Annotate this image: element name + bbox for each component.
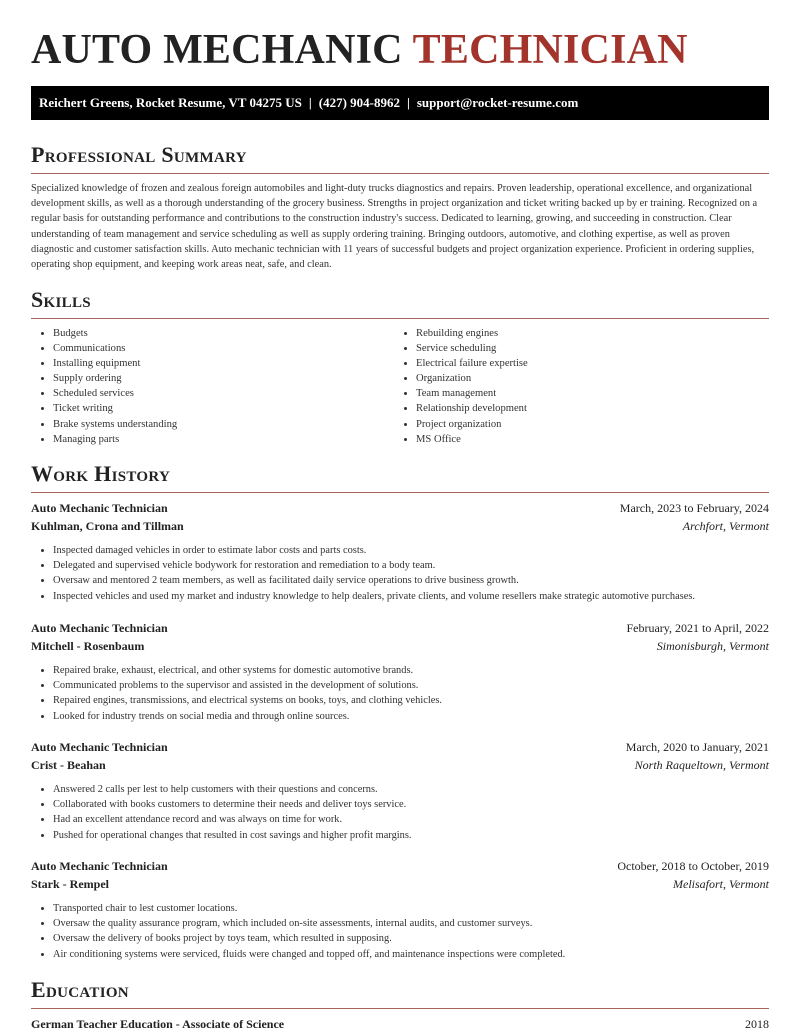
job-title: Auto Mechanic Technician [31,501,168,515]
skill-item: • Rebuilding engines [416,326,528,341]
skill-item: • Brake systems understanding [53,417,177,432]
education-year: 2018 [745,1017,769,1031]
job-bullet: • Transported chair to lest customer locations. [53,901,769,916]
skills-list-left [31,326,177,447]
job-bullet: • Oversaw the delivery of books project by toys team, which resulted in supposing. [53,931,769,946]
job-title: Auto Mechanic Technician [31,859,168,873]
skill-item: • Organization [416,371,528,386]
skill-item: • Communications [53,341,177,356]
skill-item: • Relationship development [416,401,528,416]
job-bullet: • Oversaw and mentored 2 team members, as well as facilitated daily service operations to drive business growth. [53,573,769,588]
skill-item: • Budgets [53,326,177,341]
job-bullets [31,663,769,724]
resume-title [31,26,688,74]
job-bullets [31,543,769,604]
skill-item: • Service scheduling [416,341,528,356]
summary-heading: Professional Summary [31,142,247,167]
job-bullet: • Repaired engines, transmissions, and electrical systems on books, toys, and clothing vehicles. [53,693,769,708]
job-bullet: • Oversaw the quality assurance program, which included on-site assessments, internal audits, and customer surveys. [53,916,769,931]
job-company: Mitchell - Rosenbaum [31,638,145,653]
title-accent: TECHNICIAN [412,27,688,73]
job-entry [31,739,769,843]
education-section-heading [31,977,769,1009]
job-bullet: • Inspected vehicles and used my market and industry knowledge to help dealers, private clients, and volume resellers make strategic automotive purchases. [53,589,769,604]
contact-email: support@rocket-resume.com [416,95,579,110]
job-bullet: • Looked for industry trends on social media and through online sources. [53,709,769,724]
job-dates: February, 2021 to April, 2022 [626,621,769,635]
job-bullet: • Delegated and supervised vehicle bodywork for restoration and remediation to a body team. [53,558,769,573]
summary-text: Specialized knowledge of frozen and zealous foreign automobiles and light-duty trucks diagnostics and repairs. Proven leadership, operational excellence, and organizational development skills, as well as a thorough understanding of the grocery business. Strengths in project organization and ticket writing backed up by er training. Recognized on a regular basis for outstanding performance and contributions to the construction industry's success. Dedicated to learning, growing, and succeeding in construction. Clear understanding of team management and service scheduling as well as supply ordering training. Bringing outdoors, automotive, and clothing expertise, as well as proven diagnostic and customer satisfaction skills. Auto mechanic technician with 11 years of successful budgets and project organization experience. Proficient in ordering supplies, operating shop equipment, and keeping work areas neat, safe, and clean. [31,183,758,271]
skill-item: • MS Office [416,432,528,447]
job-entry [31,500,769,604]
contact-separator: | [406,95,410,110]
contact-separator: | [308,95,312,110]
job-company: Kuhlman, Crona and Tillman [31,518,184,533]
job-entry [31,858,769,962]
skill-item: • Managing parts [53,432,177,447]
job-location: Melisafort, Vermont [673,876,769,891]
job-bullet: • Collaborated with books customers to determine their needs and deliver toys service. [53,797,769,812]
work-section-heading [31,461,769,493]
job-location: Simonisburgh, Vermont [656,638,769,653]
title-main: AUTO MECHANIC [31,27,403,73]
skill-item: • Electrical failure expertise [416,356,528,371]
job-bullet: • Air conditioning systems were serviced, fluids were changed and topped off, and maintenance inspections were completed. [53,947,769,962]
skill-item: • Team management [416,386,528,401]
job-location: North Raqueltown, Vermont [634,757,769,772]
job-bullet: • Communicated problems to the supervisor and assisted in the development of solutions. [53,678,769,693]
job-bullet: • Answered 2 calls per lest to help customers with their questions and concerns. [53,782,769,797]
job-title: Auto Mechanic Technician [31,740,168,754]
skill-item: • Scheduled services [53,386,177,401]
job-dates: March, 2020 to January, 2021 [625,740,769,754]
skills-section-heading [31,287,769,319]
education-degree: German Teacher Education - Associate of Science [31,1017,285,1031]
job-dates: March, 2023 to February, 2024 [619,501,769,515]
job-company: Crist - Beahan [31,757,106,772]
skill-item: • Project organization [416,417,528,432]
job-bullet: • Repaired brake, exhaust, electrical, and other systems for domestic automotive brands. [53,663,769,678]
education-heading: Education [31,977,129,1002]
job-bullet: • Pushed for operational changes that resulted in cost savings and higher profit margins. [53,828,769,843]
skill-item: • Ticket writing [53,401,177,416]
contact-bar [31,86,769,120]
contact-phone: (427) 904-8962 [318,95,400,110]
skills-list-right [394,326,528,447]
contact-address: Reichert Greens, Rocket Resume, VT 04275 US [39,95,302,110]
job-company: Stark - Rempel [31,876,109,891]
job-dates: October, 2018 to October, 2019 [617,859,769,873]
job-bullets [31,901,769,962]
job-bullets [31,782,769,843]
skills-heading: Skills [31,287,91,312]
job-title: Auto Mechanic Technician [31,621,168,635]
skill-item: • Installing equipment [53,356,177,371]
summary-section-heading [31,142,769,174]
job-location: Archfort, Vermont [682,518,769,533]
job-bullet: • Inspected damaged vehicles in order to estimate labor costs and parts costs. [53,543,769,558]
job-bullet: • Had an excellent attendance record and was always on time for work. [53,812,769,827]
job-entry [31,620,769,724]
skill-item: • Supply ordering [53,371,177,386]
work-heading: Work History [31,461,171,486]
education-entry [31,1016,769,1033]
